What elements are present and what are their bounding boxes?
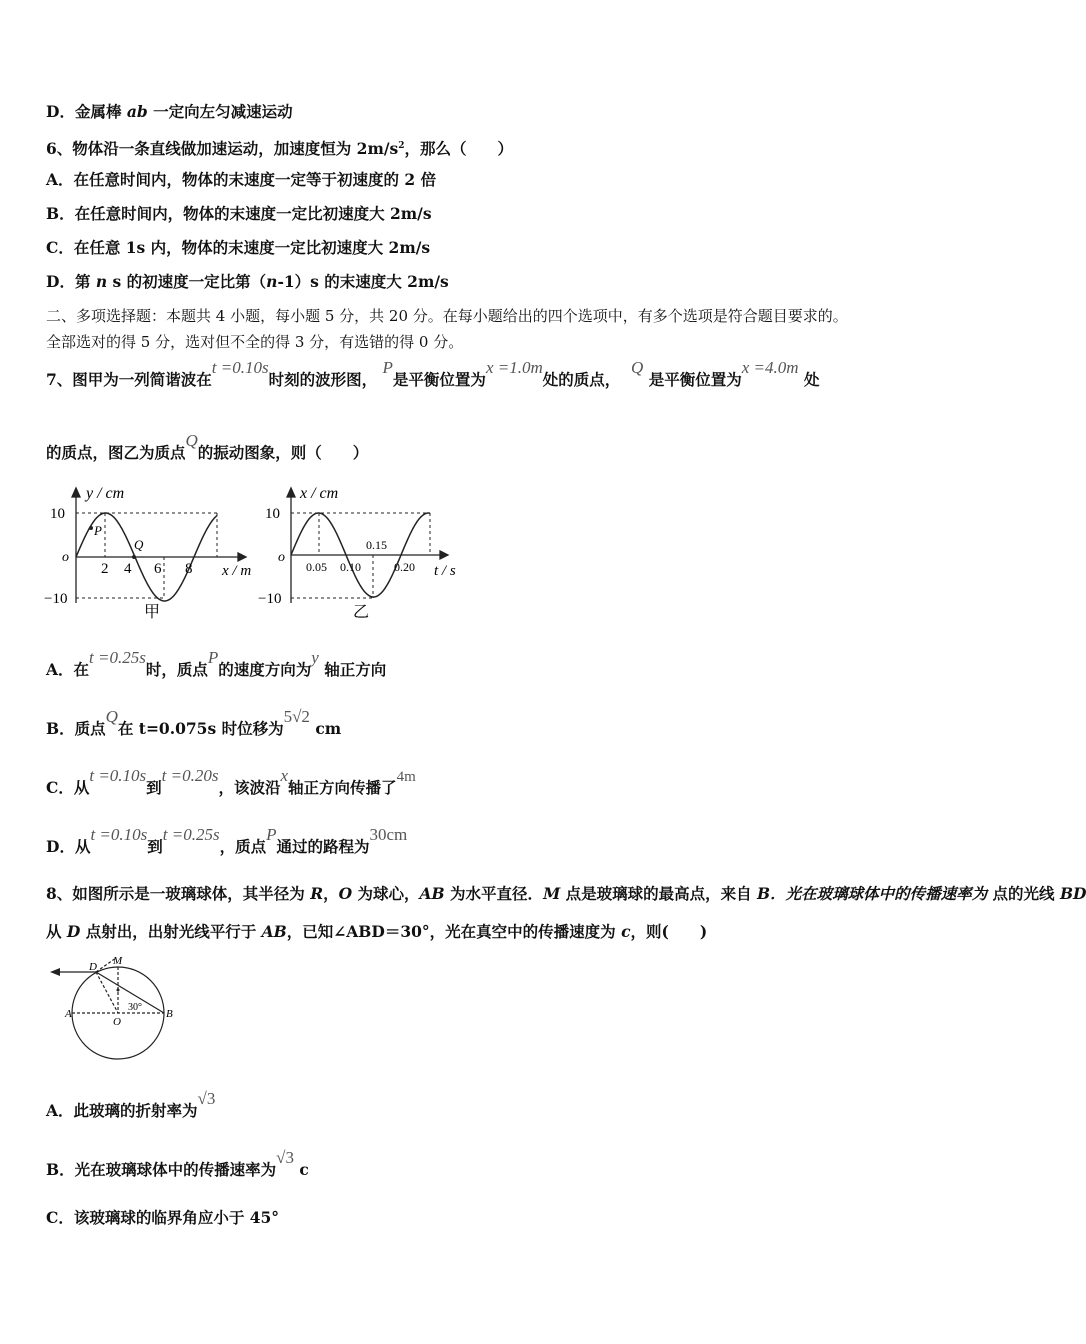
vibration-graph-yi bbox=[256, 485, 476, 625]
wave-graph-jia bbox=[44, 485, 264, 625]
t-label: t / s bbox=[434, 563, 456, 579]
x-tick-4: 4 bbox=[124, 561, 132, 577]
exit-ray-arrow bbox=[50, 968, 60, 976]
x-axis-arrow bbox=[287, 488, 295, 497]
q6-option-d: D．第 n s 的初速度一定比第（n-1）s 的末速度大 2m/s bbox=[46, 272, 449, 291]
x-tick-2: 2 bbox=[101, 561, 109, 577]
label-b: B bbox=[166, 1008, 173, 1020]
t-tick-005: 0.05 bbox=[306, 560, 327, 574]
label-m: M bbox=[113, 955, 123, 967]
y-axis-arrow bbox=[72, 488, 80, 497]
q6-option-a: A．在任意时间内，物体的末速度一定等于初速度的 2 倍 bbox=[46, 170, 437, 189]
t-axis-arrow bbox=[440, 551, 448, 559]
label-a: A bbox=[65, 1008, 72, 1020]
caption-yi: 乙 bbox=[353, 604, 370, 621]
caption-jia: 甲 bbox=[144, 604, 161, 621]
y-label: y / cm bbox=[86, 485, 125, 502]
q6-stem: 6、物体沿一条直线做加速运动，加速度恒为 $2m/s^2$，那么（ ） bbox=[46, 139, 514, 159]
y-tick-bottom: −10 bbox=[44, 591, 68, 607]
section2-line2: 全部选对的得 5 分，选对但不全的得 3 分，有选错的得 0 分。 bbox=[46, 333, 464, 351]
section2-line1: 二、多项选择题：本题共 4 小题，每小题 5 分，共 20 分。在每小题给出的四个选项中，有多个选项是符合题目要求的。 bbox=[46, 307, 848, 325]
y-label: x / cm bbox=[300, 485, 339, 502]
glass-sphere-figure bbox=[42, 950, 192, 1065]
x-axis-arrow bbox=[238, 553, 246, 561]
t-tick-015: 0.15 bbox=[366, 538, 387, 552]
origin-label: o bbox=[278, 550, 285, 565]
y-tick-top: 10 bbox=[265, 506, 280, 522]
q7-stem-line1: 7、图甲为一列简谐波在t =0.10s时刻的波形图， P是平衡位置为x =1.0m处的质点， Q 是平衡位置为x =4.0m 处 bbox=[46, 358, 820, 389]
x-tick-6: 6 bbox=[154, 561, 162, 577]
t-tick-010: 0.10 bbox=[340, 560, 361, 574]
q8-option-c: C．该玻璃球的临界角应小于 45° bbox=[46, 1208, 280, 1227]
label-d: D bbox=[89, 961, 97, 973]
q7-option-b: B．质点Q在 t=0.075s 时位移为5√2 cm bbox=[46, 707, 342, 738]
y-tick-top: 10 bbox=[50, 506, 65, 522]
t-tick-020: 0.20 bbox=[394, 560, 415, 574]
y-tick-bottom: −10 bbox=[258, 591, 282, 607]
q7-option-c: C．从t =0.10s到t =0.20s，该波沿x轴正方向传播了4m bbox=[46, 766, 416, 797]
q5-option-d: D．金属棒 ab 一定向左匀减速运动 bbox=[46, 102, 293, 121]
q6-option-b: B．在任意时间内，物体的末速度一定比初速度大 2m/s bbox=[46, 204, 432, 223]
x-tick-8: 8 bbox=[185, 561, 193, 577]
center-mark bbox=[117, 989, 120, 992]
label-angle: 30° bbox=[128, 1002, 142, 1013]
point-p bbox=[89, 526, 93, 530]
q7-option-d: D．从t =0.10s到t =0.25s，质点P通过的路程为30cm bbox=[46, 825, 408, 856]
q8-option-a: A．此玻璃的折射率为√3 bbox=[46, 1089, 216, 1120]
origin-label: o bbox=[62, 550, 69, 565]
x-label: x / m bbox=[222, 563, 252, 579]
q8-stem-line2: 从 D 点射出，出射光线平行于 AB，已知∠ABD＝30°，光在真空中的传播速度为 c，则( ) bbox=[46, 922, 708, 941]
q8-stem-line1: 8、如图所示是一玻璃球体，其半径为 R，O 为球心，AB 为水平直径．M 点是玻璃球的最高点，来自 B．光在玻璃球体中的传播速率为 点的光线 BD bbox=[46, 884, 1086, 903]
label-o: O bbox=[113, 1016, 121, 1028]
point-q bbox=[132, 555, 136, 559]
q6-option-c: C．在任意 1s 内，物体的末速度一定比初速度大 2m/s bbox=[46, 238, 431, 257]
q-label: Q bbox=[134, 537, 144, 552]
q7-option-a: A．在t =0.25s时，质点P的速度方向为y 轴正方向 bbox=[46, 648, 387, 679]
q8-option-b: B．光在玻璃球体中的传播速率为√3 c bbox=[46, 1148, 309, 1179]
p-label: P bbox=[94, 523, 102, 538]
q7-stem-line2: 的质点，图乙为质点Q的振动图象，则（ ） bbox=[46, 431, 369, 462]
